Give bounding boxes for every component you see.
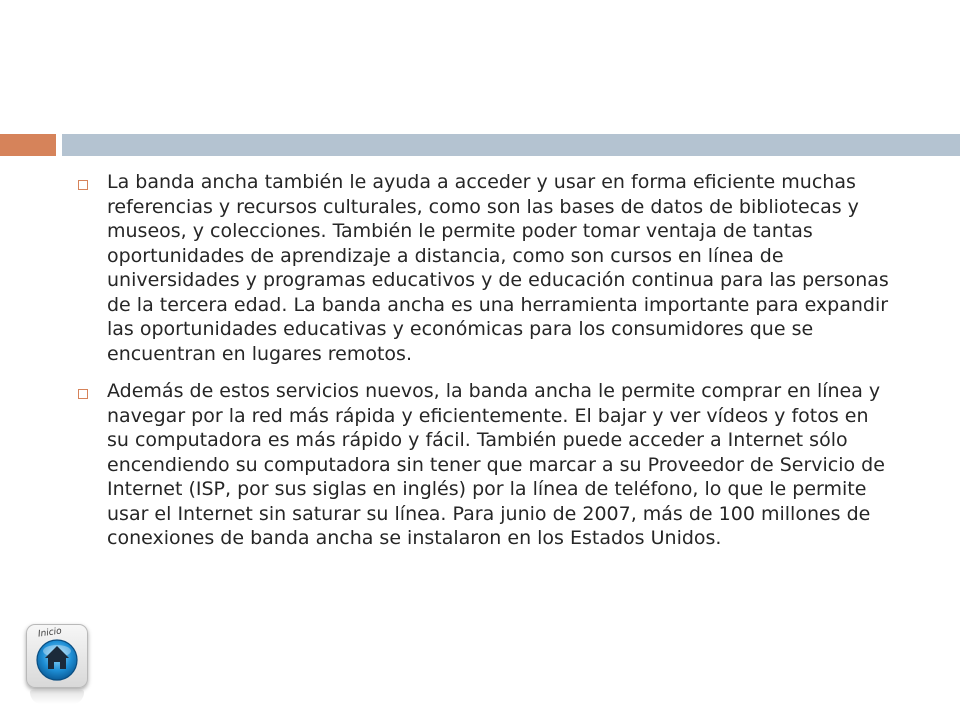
header-accent-blue xyxy=(62,134,960,156)
bullet-text: La banda ancha también le ayuda a acceder y usar en forma eficiente muchas referencias y recursos culturales, como son las bases de datos de bibliotecas y museos, y colecciones. También le permite poder tomar ventaja de tantas oportunidades de aprendizaje a distancia, como son cursos en línea de universidades y programas educativos y de educación continua para las personas de la tercera edad. La banda ancha es una herramienta importante para expandir las oportunidades educativas y económicas para los consumidores que se encuentran en lugares remotos. xyxy=(107,171,889,365)
home-button-reflection xyxy=(30,690,84,704)
square-bullet-icon xyxy=(78,389,88,399)
slide-content xyxy=(76,170,896,564)
bullet-item xyxy=(76,170,896,366)
bullet-text: Además de estos servicios nuevos, la banda ancha le permite comprar en línea y navegar por la red más rápida y eficientemente. El bajar y ver vídeos y fotos en su computadora es más rápido y fácil. También puede acceder a Internet sólo encendiendo su computadora sin tener que marcar a su Proveedor de Servicio de Internet (ISP, por sus siglas en inglés) por la línea de teléfono, lo que le permite usar el Internet sin saturar su línea. Para junio de 2007, más de 100 millones de conexiones de banda ancha se instalaron en los Estados Unidos. xyxy=(107,380,885,549)
bullet-item xyxy=(76,379,896,551)
header-accent-orange xyxy=(0,134,56,156)
home-label: Inicio xyxy=(37,626,63,640)
square-bullet-icon xyxy=(78,180,88,190)
home-button[interactable] xyxy=(26,624,88,688)
